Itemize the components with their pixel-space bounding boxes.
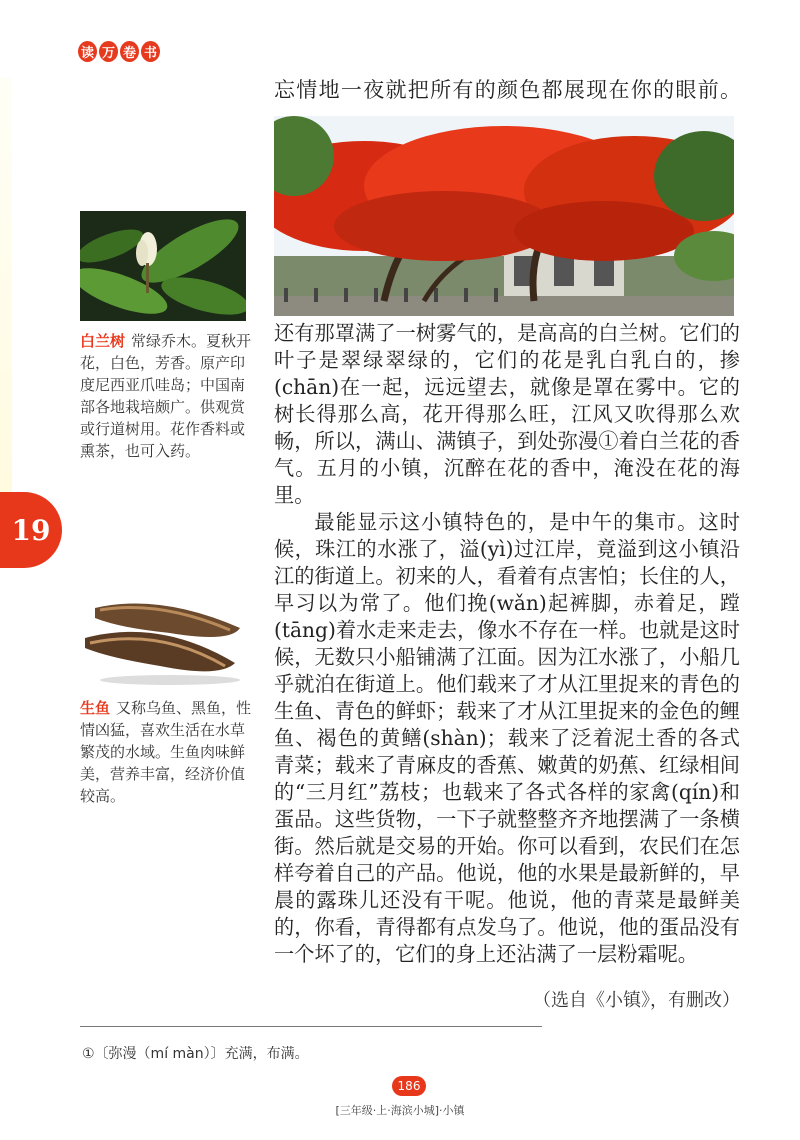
flame-tree-photo [274,116,734,316]
margin-strip [0,78,12,498]
paragraph: 还有那罩满了一树雾气的，是高高的白兰树。它们的叶子是翠绿翠绿的，它们的花是乳白乳白的，掺(chān)在一起，远远望去，就像是罩在雾中。它的树长得那么高，花开得那么旺，江风又吹得那么欢畅，所以，满山、满镇子，到处弥漫①着白兰花的香气。五月的小镇，沉醉在花的香中，淹没在花的海里。 [274,321,740,507]
snakehead-fish-photo [80,588,246,688]
paragraph: 最能显示这小镇特色的，是中午的集市。这时候，珠江的水涨了，溢(yì)过江岸，竟溢到这小镇沿江的街道上。初来的人，看着有点害怕；长住的人，早习以为常了。他们挽(wǎn)起裤脚，赤着足，蹚(tāng)着水走来走去，像水不存在一样。也就是这时候，无数只小船铺满了江面。因为江水涨了，小船几乎就泊在街道上。他们载来了才从江里捉来的青色的生鱼、青色的鲜虾；载来了才从江里捉来的金色的鲤鱼、褐色的黄鳝(shàn)；载来了泛着泥土香的各式青菜；载来了青麻皮的香蕉、嫩黄的奶蕉、红绿相间的“三月红”荔枝；也载来了各式各样的家禽(qín)和蛋品。这些货物，一下子就整整齐齐地摆满了一条横街。然后就是交易的开始。你可以看到，农民们在怎样夸着自己的产品。他说，他的水果是最新鲜的，早晨的露珠儿还没有干呢。他说，他的青菜是最鲜美的，你看，青得都有点发乌了。他说，他的蛋品没有一个坏了的，它们的身上还沾满了一层粉霜呢。 [274,510,740,966]
white-magnolia-photo [80,211,246,321]
lesson-number-tab: 19 [0,492,62,568]
footnote-divider [80,1026,542,1027]
series-char: 书 [141,41,160,62]
side-note-term: 生鱼 [80,699,111,717]
series-char: 读 [78,41,97,62]
source-citation: （选自《小镇》，有删改） [533,990,740,1011]
side-note-text: 常绿乔木。夏秋开花，白色，芳香。原产印度尼西亚爪哇岛；中国南部各地栽培颇广。供观赏或行道树用。花作香料或熏茶，也可入药。 [80,332,252,460]
series-char: 万 [99,41,118,62]
side-note-text: 又称乌鱼、黑鱼，性情凶猛，喜欢生活在水草繁茂的水域。生鱼肉味鲜美，营养丰富，经济价值较高。 [80,699,252,805]
main-text [274,320,740,968]
continued-line: 忘情地一夜就把所有的颜色都展现在你的眼前。 [274,78,743,102]
side-note-snakehead [80,697,252,807]
side-note-term: 白兰树 [80,332,126,350]
series-badge [78,41,160,65]
page-number: 186 [392,1076,426,1096]
footnote: ①〔弥漫（mí màn）〕充满，布满。 [82,1046,309,1062]
series-char: 卷 [120,41,139,62]
running-footer: [三年级·上·海滨小城]·小镇 [335,1104,465,1117]
side-note-magnolia [80,330,252,462]
